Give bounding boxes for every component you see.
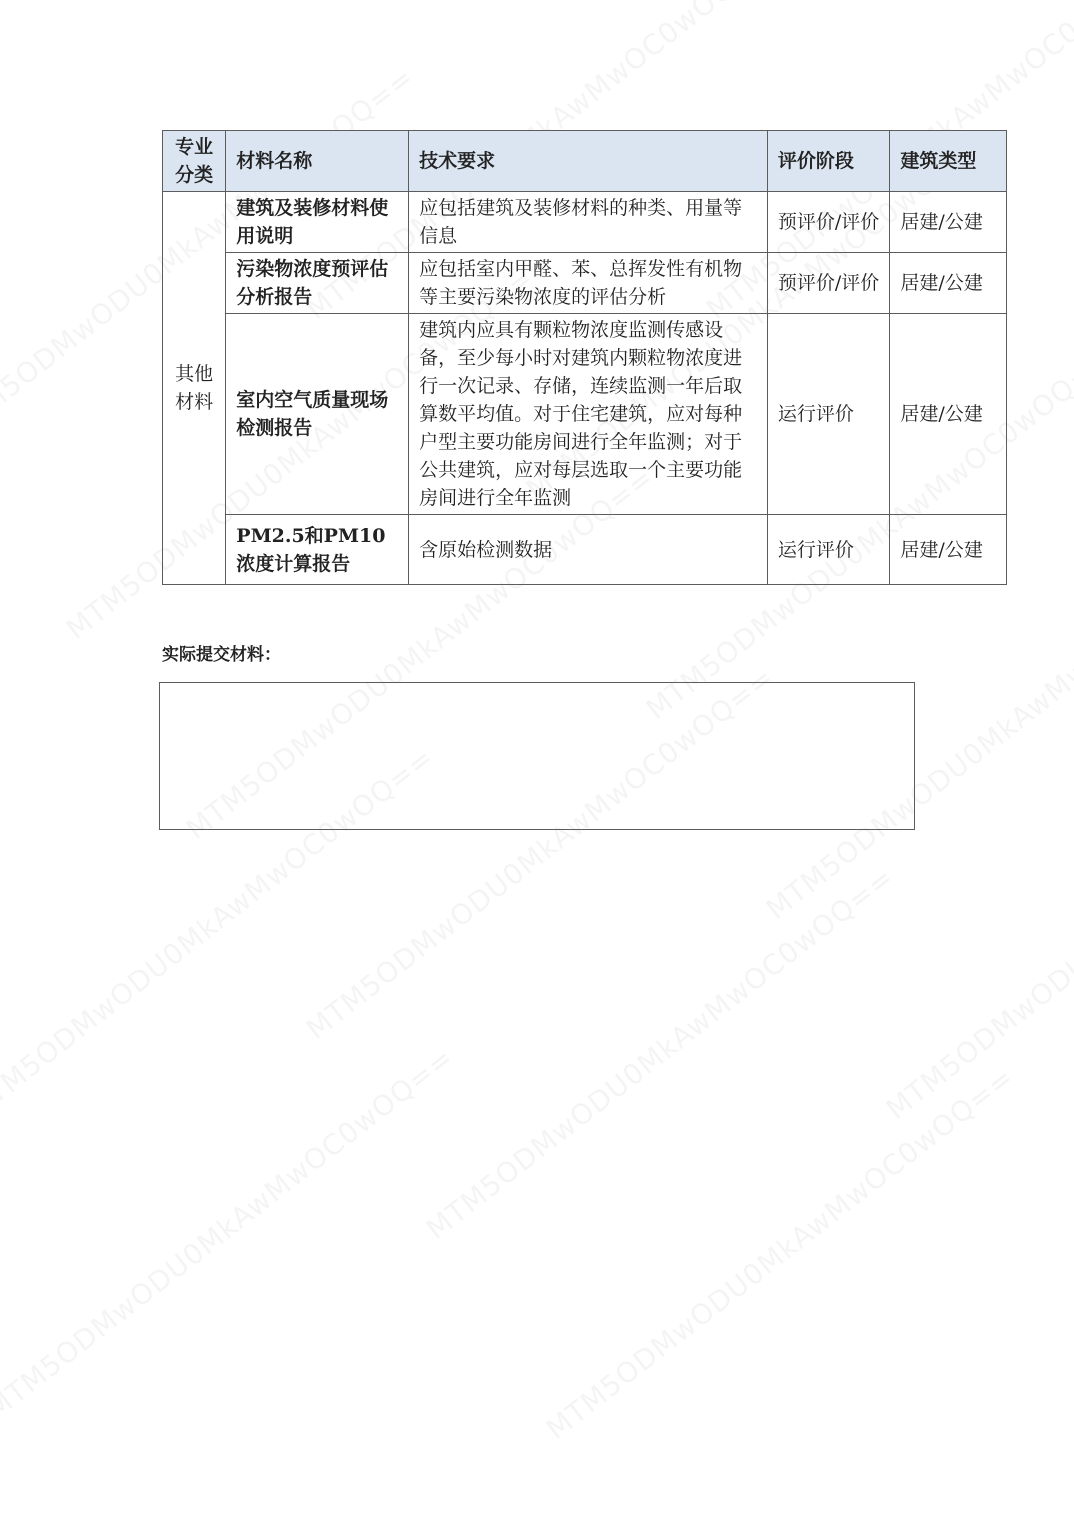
watermark-text bbox=[540, 1061, 1020, 1446]
category-cell: 其他材料 bbox=[163, 192, 226, 585]
evaluation-stage: 预评价/评价 bbox=[767, 192, 890, 253]
table-header-row bbox=[163, 131, 1007, 192]
material-name: 污染物浓度预评估分析报告 bbox=[226, 253, 409, 314]
material-name: 室内空气质量现场检测报告 bbox=[226, 314, 409, 515]
table-row bbox=[163, 314, 1007, 515]
submission-label: 实际提交材料： bbox=[162, 645, 281, 665]
header-material-name: 材料名称 bbox=[226, 131, 409, 192]
table-row bbox=[163, 253, 1007, 314]
table-row bbox=[163, 192, 1007, 253]
requirements-table bbox=[162, 130, 1007, 585]
building-type: 居建/公建 bbox=[890, 192, 1007, 253]
header-technical-requirement: 技术要求 bbox=[409, 131, 768, 192]
header-building-type: 建筑类型 bbox=[890, 131, 1007, 192]
evaluation-stage: 运行评价 bbox=[767, 515, 890, 585]
material-name: 建筑及装修材料使用说明 bbox=[226, 192, 409, 253]
building-type: 居建/公建 bbox=[890, 253, 1007, 314]
building-type: 居建/公建 bbox=[890, 314, 1007, 515]
watermark-text bbox=[420, 861, 900, 1246]
technical-requirement: 建筑内应具有颗粒物浓度监测传感设备，至少每小时对建筑内颗粒物浓度进行一次记录、存储，连续监测一年后取算数平均值。对于住宅建筑，应对每种户型主要功能房间进行全年监测；对于公共建筑，应对每层选取一个主要功能房间进行全年监测 bbox=[409, 314, 768, 515]
evaluation-stage: 预评价/评价 bbox=[767, 253, 890, 314]
evaluation-stage: 运行评价 bbox=[767, 314, 890, 515]
submission-box[interactable] bbox=[159, 682, 915, 830]
technical-requirement: 应包括室内甲醛、苯、总挥发性有机物等主要污染物浓度的评估分析 bbox=[409, 253, 768, 314]
header-category: 专业分类 bbox=[163, 131, 226, 192]
watermark-text bbox=[0, 1041, 460, 1426]
table-row bbox=[163, 515, 1007, 585]
technical-requirement: 含原始检测数据 bbox=[409, 515, 768, 585]
building-type: 居建/公建 bbox=[890, 515, 1007, 585]
material-name: PM2.5和PM10浓度计算报告 bbox=[226, 515, 409, 585]
header-evaluation-stage: 评价阶段 bbox=[767, 131, 890, 192]
technical-requirement: 应包括建筑及装修材料的种类、用量等信息 bbox=[409, 192, 768, 253]
